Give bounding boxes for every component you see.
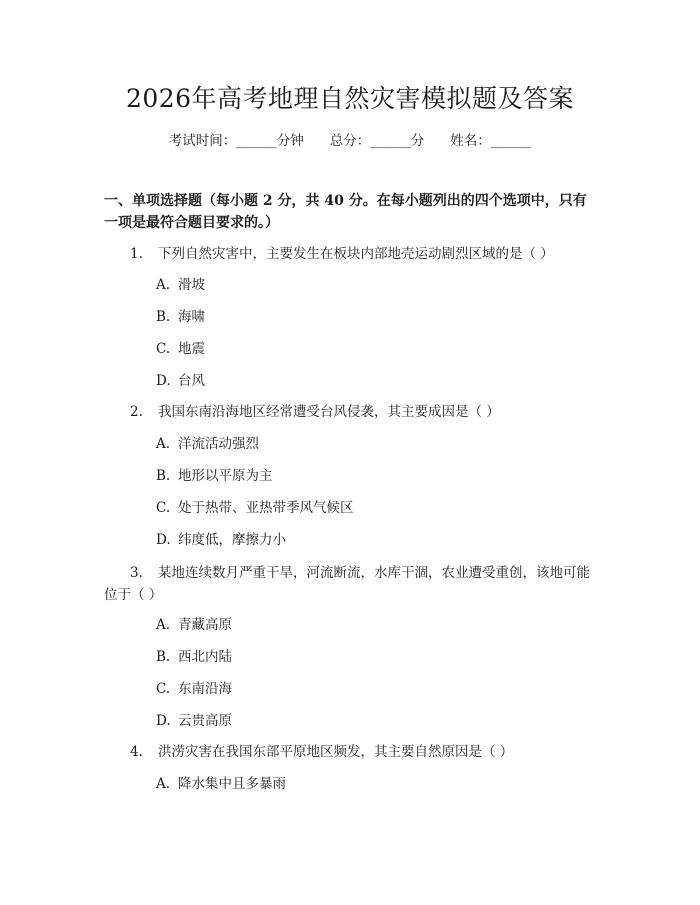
option-3c	[156, 679, 232, 699]
option-letter: B.	[156, 468, 171, 484]
question-text-line2: 位于（ ）	[104, 587, 163, 603]
option-text: 台风	[178, 373, 205, 389]
option-1c	[156, 339, 205, 359]
option-letter: C.	[156, 681, 171, 697]
option-text: 海啸	[178, 309, 205, 325]
option-text: 地震	[178, 341, 205, 357]
option-letter: D.	[156, 532, 171, 548]
option-letter: C.	[156, 341, 171, 357]
option-2d	[156, 530, 286, 550]
option-text: 地形以平原为主	[178, 468, 273, 484]
option-1d	[156, 371, 205, 391]
question-number: 4.	[130, 744, 143, 760]
exam-info	[0, 131, 700, 151]
page-title: 2026年高考地理自然灾害模拟题及答案	[125, 84, 575, 113]
option-text: 滑坡	[178, 277, 205, 293]
option-1a	[156, 275, 205, 295]
name-field: 姓名：______	[450, 133, 532, 149]
option-1b	[156, 307, 205, 327]
option-letter: A.	[156, 617, 171, 633]
option-3a	[156, 615, 232, 635]
option-letter: A.	[156, 277, 171, 293]
option-letter: D.	[156, 713, 171, 729]
question-number: 2.	[130, 404, 143, 420]
option-text: 西北内陆	[178, 649, 232, 665]
option-text: 东南沿海	[178, 681, 232, 697]
option-letter: A.	[156, 776, 171, 792]
question-number: 3.	[130, 565, 143, 581]
total-score-field: 总分：______分	[329, 133, 425, 149]
option-2c	[156, 498, 354, 518]
option-text: 洋流活动强烈	[178, 436, 259, 452]
section-header: 一、单项选择题（每小题 2 分，共 40 分。在每小题列出的四个选项中，只有一项是最符合题目要求的。）	[104, 193, 587, 231]
option-2a	[156, 434, 259, 454]
option-3d	[156, 711, 232, 731]
option-text: 降水集中且多暴雨	[178, 776, 286, 792]
option-letter: D.	[156, 373, 171, 389]
question-4	[130, 741, 602, 763]
exam-time-field: 考试时间：______分钟	[168, 133, 304, 149]
question-text: 我国东南沿海地区经常遭受台风侵袭，其主要成因是（ ）	[158, 404, 500, 420]
question-3	[130, 562, 602, 584]
question-number: 1.	[130, 246, 143, 262]
option-3b	[156, 647, 232, 667]
question-text: 洪涝灾害在我国东部平原地区频发，其主要自然原因是（ ）	[158, 744, 514, 760]
option-letter: B.	[156, 309, 171, 325]
option-letter: A.	[156, 436, 171, 452]
question-2	[130, 401, 602, 423]
option-letter: C.	[156, 500, 171, 516]
question-text-line1: 某地连续数月严重干旱，河流断流，水库干涸，农业遭受重创，该地可能	[158, 565, 590, 581]
option-text: 纬度低，摩擦力小	[178, 532, 286, 548]
option-letter: B.	[156, 649, 171, 665]
option-4a	[156, 774, 286, 794]
question-3-continuation	[104, 584, 576, 606]
option-2b	[156, 466, 273, 486]
option-text: 处于热带、亚热带季风气候区	[178, 500, 354, 516]
option-text: 云贵高原	[178, 713, 232, 729]
option-text: 青藏高原	[178, 617, 232, 633]
question-1	[130, 243, 602, 265]
question-text: 下列自然灾害中，主要发生在板块内部地壳运动剧烈区域的是（ ）	[158, 246, 554, 262]
